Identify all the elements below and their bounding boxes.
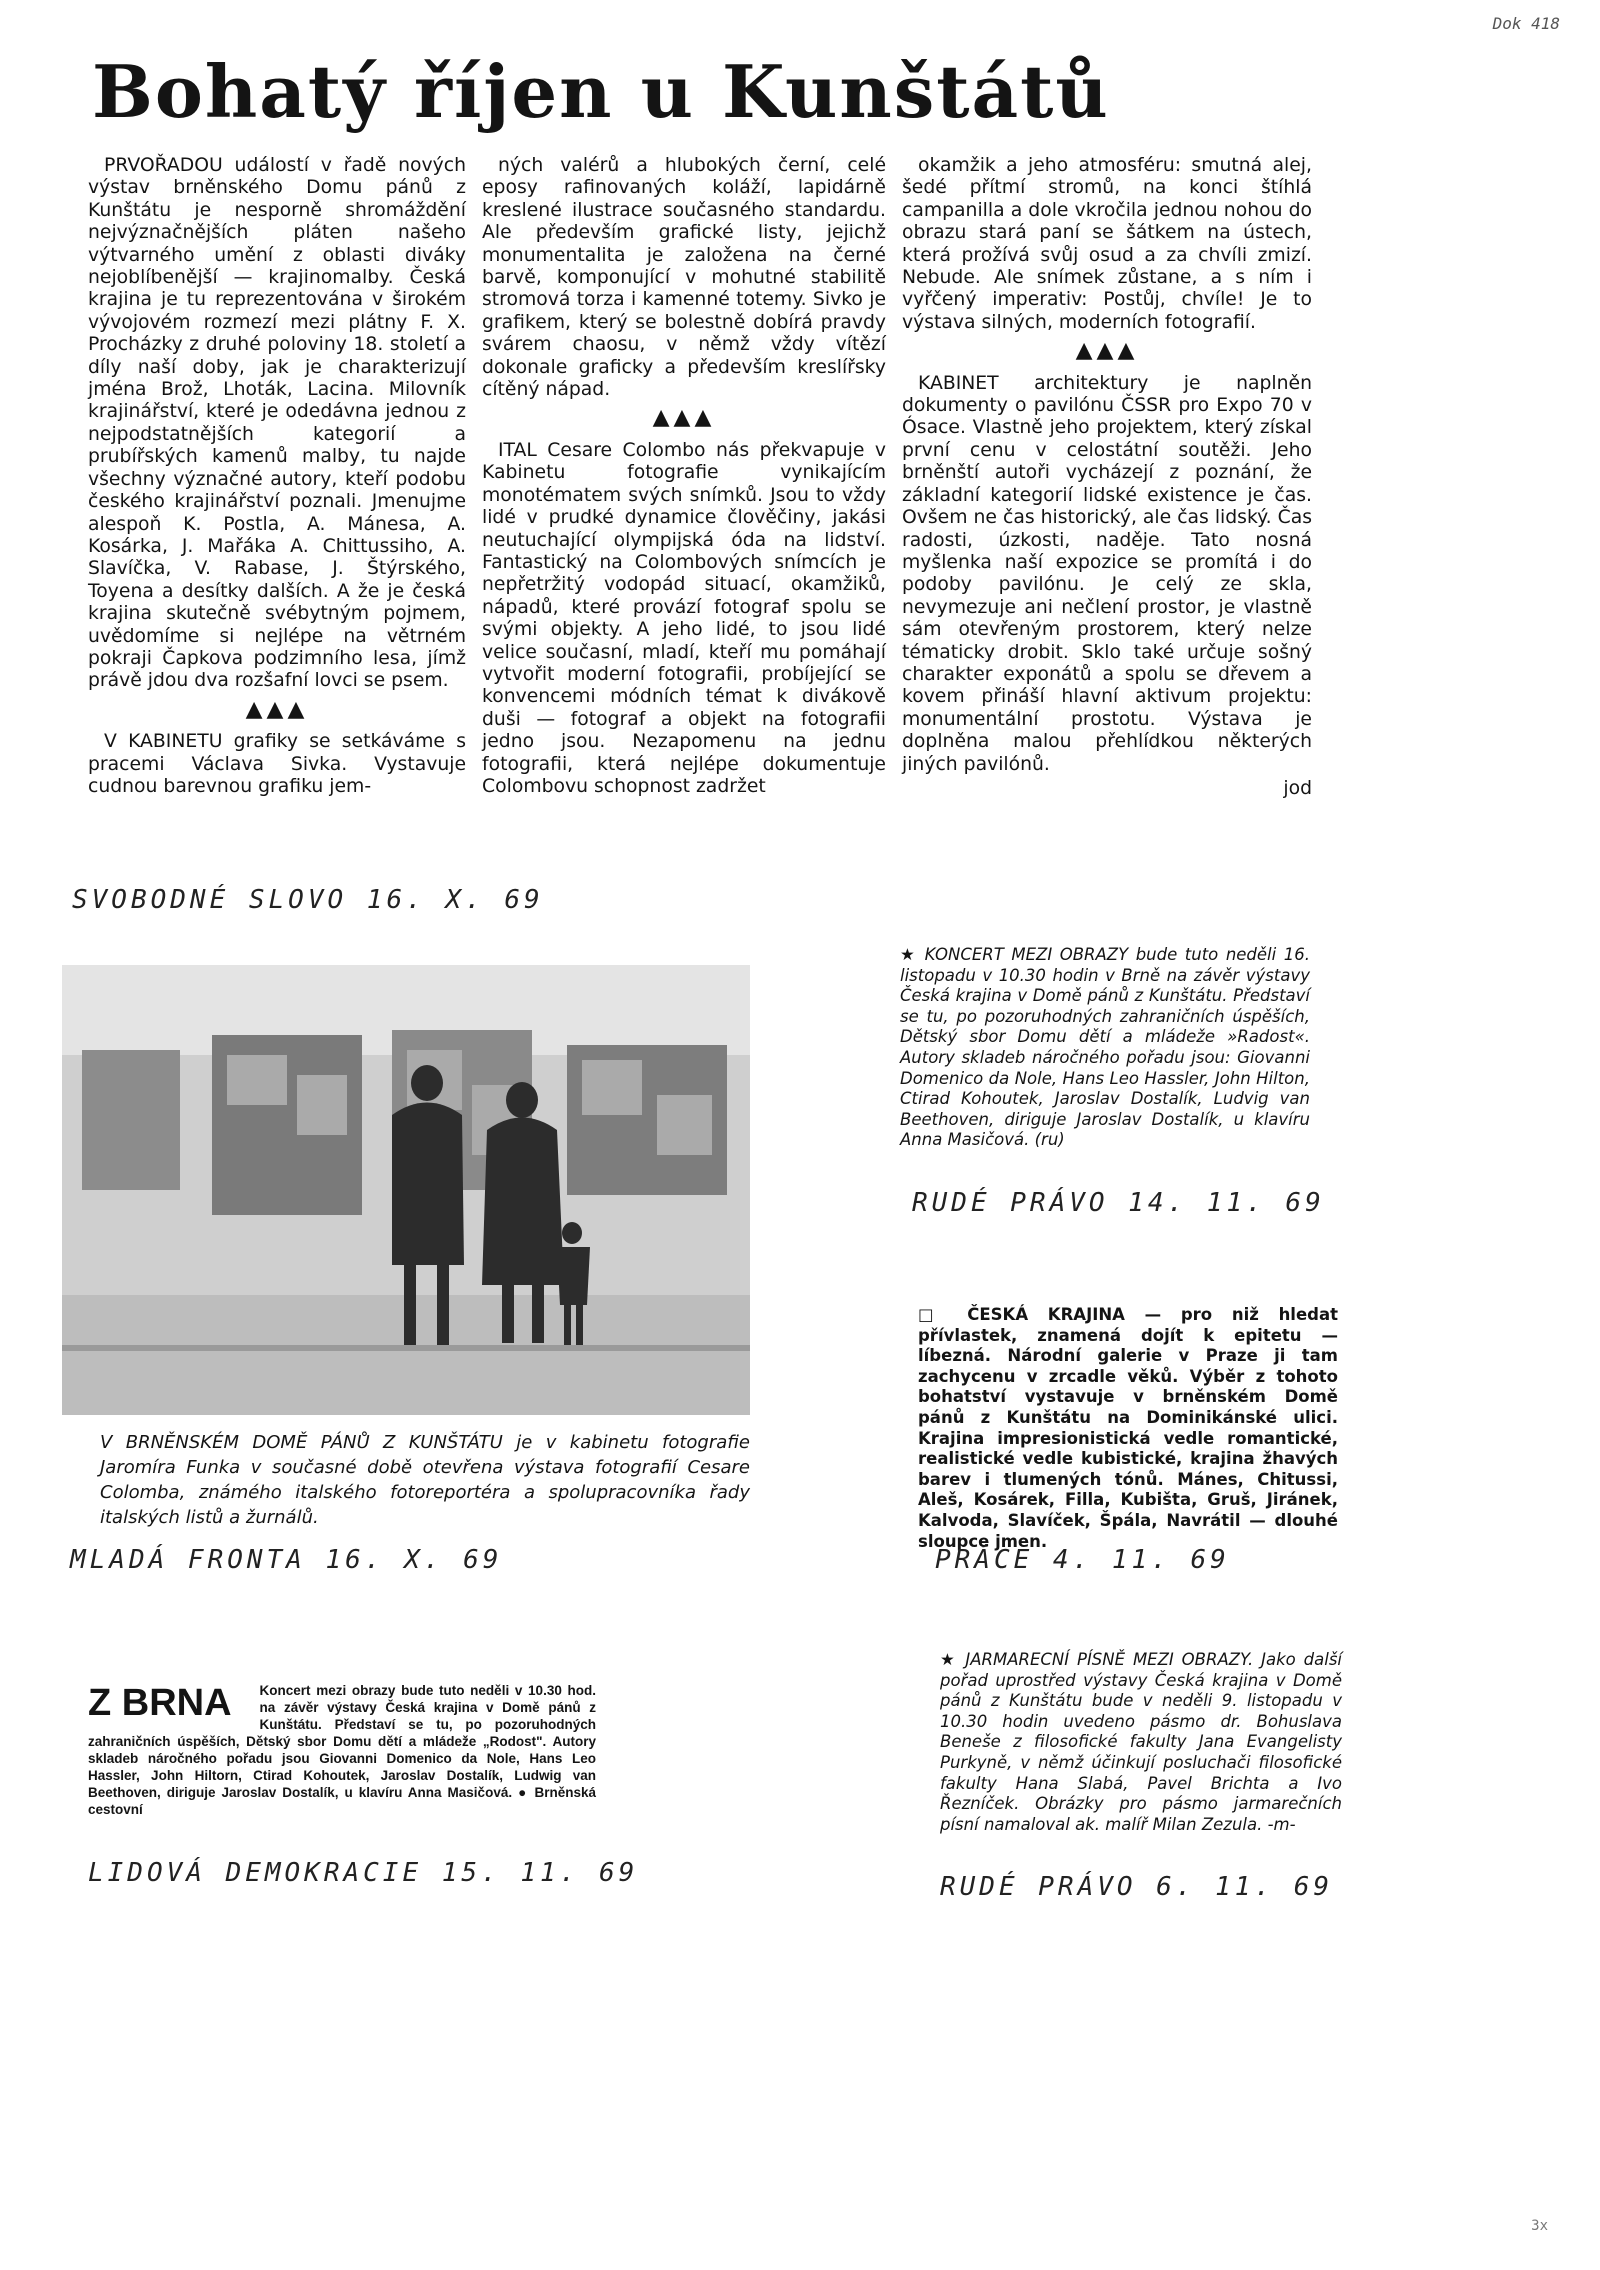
- archive-note: Dok 418: [1492, 14, 1560, 33]
- article-column-2: [482, 155, 886, 804]
- article-paragraph: PRVOŘADOU událostí v řadě nových výstav brněnského Domu pánů z Kunštátu je nesporně shromáždění nejvýznačnějších pláten našeho výtvarného umění z oblasti diváky nejoblíbenější — krajinomalby. Česká krajina je tu reprezentována v širokém vývojovém rozmezí mezi plátny F. X. Procházky z druhé poloviny 18. století a díly naší doby, jak je charakterizují jména Brož, Lhoták, Lacina. Milovník krajinářství, které je odedávna jednou z nejpodstatnějších kategorií a prubířských kamenů malby, tu najde všechny význačné autory, kteří podobu českého krajinářství poznali. Jmenujme alespoň K. Postla, A. Mánesa, A. Kosárka, J. Mařáka A. Chittussiho, A. Slavíčka, V. Rabase, J. Štýrského, Toyena a desítky dalších. A že je česká krajina skutečně svébytným pojmem, uvědomíme si nejlépe na větrném pokraji Čapkova podzimního lesa, jímž právě jdou dva rozšafní lovci se psem.: [88, 155, 466, 692]
- source-note: RUDÉ PRÁVO 14. 11. 69: [912, 1188, 1325, 1218]
- article-signature: jod: [1283, 777, 1312, 799]
- section-separator: ▲▲▲: [652, 405, 716, 431]
- jarmarecni-clipping-text: ★ JARMARECNÍ PÍSNĚ MEZI OBRAZY. Jako další pořad uprostřed výstavy Česká krajina v Domě pánů z Kunštátu bude v neděli 9. listopadu v 10.30 hodin uvedeno pásmo dr. Bohuslava Beneše z filosofické fakulty Jana Evangelisty Purkyně, v němž účinkují posluchači filosofické fakulty Hana Slabá, Pavel Brichta a Ivo Řezníček. Obrázky pro pásmo jarmarečních písní namaloval ak. malíř Milan Zezula. -m-: [940, 1650, 1342, 1834]
- article-paragraph: okamžik a jeho atmosféru: smutná alej, šedé přítmí stromů, na konci štíhlá campanilla a dole vkročila jednou nohou do obrazu stará paní se šátkem na ústech, která prožívá svůj osud a za chvíli zmizí. Nebude. Ale snímek zůstane, a s ním i vyřčený imperativ: Postůj, chvíle! Je to výstava silných, moderních fotografií.: [902, 155, 1312, 333]
- z-brna-heading: Z BRNA: [88, 1682, 232, 1724]
- article-paragraph: ných valérů a hlubokých černí, celé eposy rafinovaných koláží, lapidárně kreslené ilustrace současného standardu. Ale především grafické listy, jejichž monumentalita je založena na černé barvě, komponující v mohutné stabilitě stromová torza i kamenné totemy. Sivko je grafikem, který se bolestně dobírá pravdy svárem chaosu, v němž vždy vítězí dokonale graficky a především kreslířsky cítěný nápad.: [482, 155, 886, 401]
- koncert-clipping-text: ★ KONCERT MEZI OBRAZY bude tuto neděli 16. listopadu v 10.30 hodin v Brně na závěr výstavy Česká krajina v Domě pánů z Kunštátu. Představí se tu, po pozoruhodných zahraničních úspěších, Dětský sbor Domu dětí a mládeže »Radost«. Autory skladeb náročného pořadu jsou: Giovanni Domenico da Nole, Hans Leo Hassler, John Hilton, Ctirad Kohoutek, Jaroslav Dostalík, Ludvig van Beethoven, diriguje Jaroslav Dostalík, u klavíru Anna Masičová. (ru): [900, 945, 1310, 1150]
- page-mark: 3x: [1531, 2218, 1548, 2234]
- source-note: LIDOVÁ DEMOKRACIE 15. 11. 69: [88, 1858, 639, 1888]
- exhibition-photo-image: [62, 965, 750, 1415]
- source-note: RUDÉ PRÁVO 6. 11. 69: [940, 1872, 1334, 1902]
- exhibition-photo: [62, 965, 750, 1415]
- photo-caption: V BRNĚNSKÉM DOMĚ PÁNŮ Z KUNŠTÁTU je v kabinetu fotografie Jaromíra Funka v současné době otevřena výstava fotografií Cesare Colomba, známého italského fotoreportéra a spolupracovníka řady italských listů a žurnálů.: [100, 1432, 750, 1528]
- jarmarecni-clipping: [940, 1650, 1342, 1835]
- ceska-krajina-clipping: [918, 1305, 1338, 1552]
- source-note: PRÁCE 4. 11. 69: [935, 1545, 1230, 1575]
- article-paragraph: ITAL Cesare Colombo nás překvapuje v Kabinetu fotografie vynikajícím monotématem svých snímků. Jsou to vždy lidé v prudké dynamice člověčiny, jakási neutuchající olympijská óda na lidství. Fantastický na Colombových snímcích je nepřetržitý vodopád situací, okamžiků, nápadů, které provází fotograf spolu se svými objekty. A jeho lidé, to jsou lidé velice současní, mladí, kteří mu pomáhají vytvořit moderní fotografii, probíjející se konvencemi módních témat k divákově duši — fotograf a objekt na fotografii jedno jsou. Nezapomenu na jednu fotografii, která nejlépe dokumentuje Colombovu schopnost zadržet: [482, 439, 886, 797]
- section-separator: ▲▲▲: [1075, 338, 1139, 364]
- ceska-krajina-clipping-text: □ ČESKÁ KRAJINA — pro niž hledat přívlastek, znamená dojít k epitetu — líbezná. Národní galerie v Praze ji tam zachycenu v zrcadle věků. Výběr z tohoto bohatství vystavuje v brněnském Domě pánů z Kunštátu na Dominikánské ulici. Krajina impresionistická vedle romantické, realistické vedle kubistické, krajina žhavých barev i tlumených tónů. Mánes, Chitussi, Aleš, Kosárek, Filla, Kubišta, Gruš, Jiránek, Kalvoda, Slavíček, Špála, Navrátil — dlouhé sloupce jmen.: [918, 1305, 1338, 1551]
- article-paragraph: KABINET architektury je naplněn dokumenty o pavilónu ČSSR pro Expo 70 v Ósace. Vlastně jeho projektem, který získal první cenu v celostátní soutěži. Jeho brněnští autoři vycházejí z poznání, že základní kategorií lidské existence je čas. Ovšem ne čas historický, ale čas lidský. Čas radosti, úzkosti, naděje. Tato nosná myšlenka naší expozice se promítá i do podoby pavilónu. Je celý ze skla, nevymezuje ani nečlení prostor, je vlastně sám otevřeným prostorem, který nelze tématicky drobit. Sklo také určuje sošný charakter exponátů a spolu se dřevem a kovem přináší hlavní aktivum projektu: monumentální prostotu. Výstava je doplněna malou přehlídkou některých jiných pavilónů.: [902, 372, 1312, 775]
- article-column-3: [902, 155, 1312, 800]
- article-column-1: [88, 155, 466, 804]
- z-brna-clipping: [88, 1682, 596, 1818]
- section-separator: ▲▲▲: [245, 696, 309, 722]
- z-brna-text: Koncert mezi obrazy bude tuto neděli v 10.30 hod. na závěr výstavy Česká krajina v Domě pánů z Kunštátu. Představí se tu, po pozoruhodných zahraničních úspěších, Dětský sbor Domu dětí a mládeže „Rodost". Autory skladeb náročného pořadu jsou Giovanni Domenico da Nole, Hans Leo Hassler, John Hiltorn, Ctirad Kohoutek, Jaroslav Dostalík, Ludwig van Beethoven, diriguje Jaroslav Dostalík, u klavíru Anna Masičová. ● Brněnská cestovní: [88, 1683, 596, 1817]
- koncert-clipping: [900, 945, 1310, 1151]
- page-title: Bohatý říjen u Kunštátů: [92, 49, 1110, 134]
- source-note: MLADÁ FRONTA 16. X. 69: [70, 1545, 503, 1575]
- source-note: SVOBODNÉ SLOVO 16. X. 69: [72, 885, 544, 915]
- article-paragraph: V KABINETU grafiky se setkáváme s pracemi Václava Sivka. Vystavuje cudnou barevnou grafiku jem-: [88, 731, 466, 797]
